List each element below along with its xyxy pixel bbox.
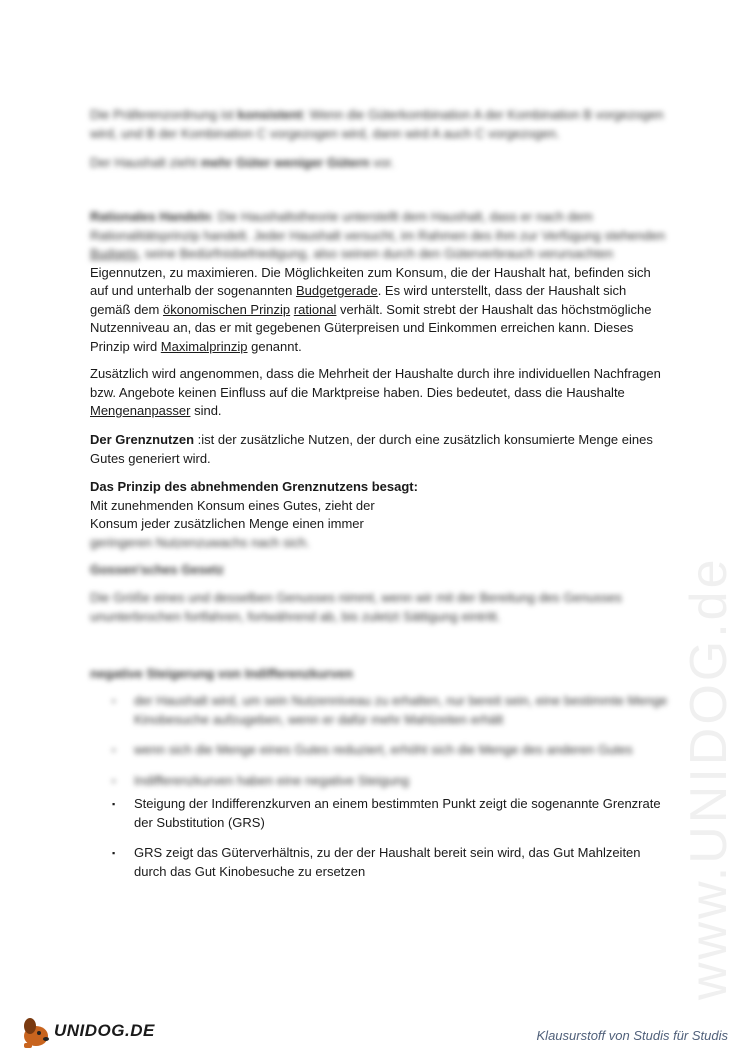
paragraph-mehr-gueter: Der Haushalt zieht mehr Güter weniger Gütern vor.: [90, 155, 395, 170]
list-item: ▪ Steigung der Indifferenzkurven an einem bestimmten Punkt zeigt die sogenannte Grenzrate der Substitution (GRS): [112, 796, 661, 830]
bullet-list-blurred: [112, 692, 672, 790]
bullet-list: [112, 795, 672, 881]
link-rational: rational: [293, 301, 337, 317]
footer-tagline: Klausurstoff von Studis für Studis: [536, 1028, 728, 1043]
watermark: www.UNIDOG.de: [680, 556, 738, 1000]
link-oekonomisches-prinzip: ökonomischen Prinzip: [162, 301, 291, 317]
paragraph-mengenanpasser: Zusätzlich wird angenommen, dass die Mehrheit der Haushalte durch ihre individuellen Nachfragen bzw. Angebote keinen Einfluss auf die Marktpreise haben. Dies bedeutet, dass die Haushalte Mengenanpasser sind.: [90, 366, 661, 418]
section-prinzip-grenznutzen: [90, 478, 668, 552]
list-item: ▪ der Haushalt wird, um sein Nutzenniveau zu erhalten, nur bereit sein, eine bestimmte Menge Kinobesuche aufzugeben, wenn er dafür mehr Mahlzeiten erhält: [112, 693, 668, 727]
list-item: ▪ GRS zeigt das Güterverhältnis, zu der der Haushalt bereit sein wird, das Gut Mahlzeiten durch das Gut Kinobesuche zu ersetzen: [112, 845, 641, 879]
link-budgetgerade: Budgetgerade: [296, 283, 378, 298]
prinzip-line-1: Mit zunehmenden Konsum eines Gutes, zieht der: [90, 497, 375, 513]
logo-text: UNIDOG.DE: [54, 1021, 155, 1040]
heading-indifferenzkurven: negative Steigerung von Indifferenzkurven: [90, 666, 353, 681]
link-maximalprinzip: Maximalprinzip: [160, 338, 248, 354]
paragraph-gossen: Die Größe eines und desselben Genusses nimmt, wenn wir mit der Bereitung des Genusses ununterbrochen fortfahren, fortwährend ab, bis zuletzt Sättigung eintritt.: [90, 590, 622, 624]
prinzip-line-3: geringeren Nutzenzuwachs nach sich.: [90, 534, 310, 550]
list-item: ▪ wenn sich die Menge eines Gutes reduziert, erhöht sich die Menge des anderen Gutes: [112, 742, 633, 757]
heading-gossen: Gossen'sches Gesetz: [90, 562, 224, 577]
link-mengenanpasser: Mengenanpasser: [90, 403, 191, 418]
prinzip-line-2: Konsum jeder zusätzlichen Menge einen immer: [90, 516, 364, 531]
paragraph-konsistenz: Die Präferenzordnung ist konsistent: Wenn die Güterkombination A der Kombination B vorgezogen wird, und B der Kombination C vorgezogen wird, dann wird A auch C vorgezogen.: [90, 107, 664, 141]
list-item: ▪ Indifferenzkurven haben eine negative Steigung: [112, 772, 410, 788]
paragraph-rationales-handeln: Rationales Handeln: Die Haushaltstheorie unterstellt dem Haushalt, dass er nach dem Rationalitätsprinzip handelt. Jeder Haushalt versucht, im Rahmen des ihm zur Verfügung stehenden Budgets, seine Bedürfnisbefriedigung, also seinen durch den Güterverbrauch verursachten Eigennutzen, zu maximieren. Die Möglichkeiten zum Konsum, die der Haushalt hat, befinden sich auf und unterhalb der sogenannten Budgetgerade. Es wird unterstellt, dass der Haushalt sich gemäß dem ökonomischen Prinzip rational verhält. Somit strebt der Haushalt das höchstmögliche Nutzenniveau an, das er mit gegebenen Güterpreisen und Einkommen erreichen kann. Dieses Prinzip wird Maximalprinzip genannt.: [90, 209, 666, 354]
paragraph-grenznutzen: Der Grenznutzen :ist der zusätzliche Nutzen, der durch eine zusätzlich konsumierte Menge eines Gutes generiert wird.: [90, 432, 653, 466]
unidog-logo: [20, 1014, 160, 1050]
heading-prinzip: Das Prinzip des abnehmenden Grenznutzens besagt:: [90, 479, 418, 494]
